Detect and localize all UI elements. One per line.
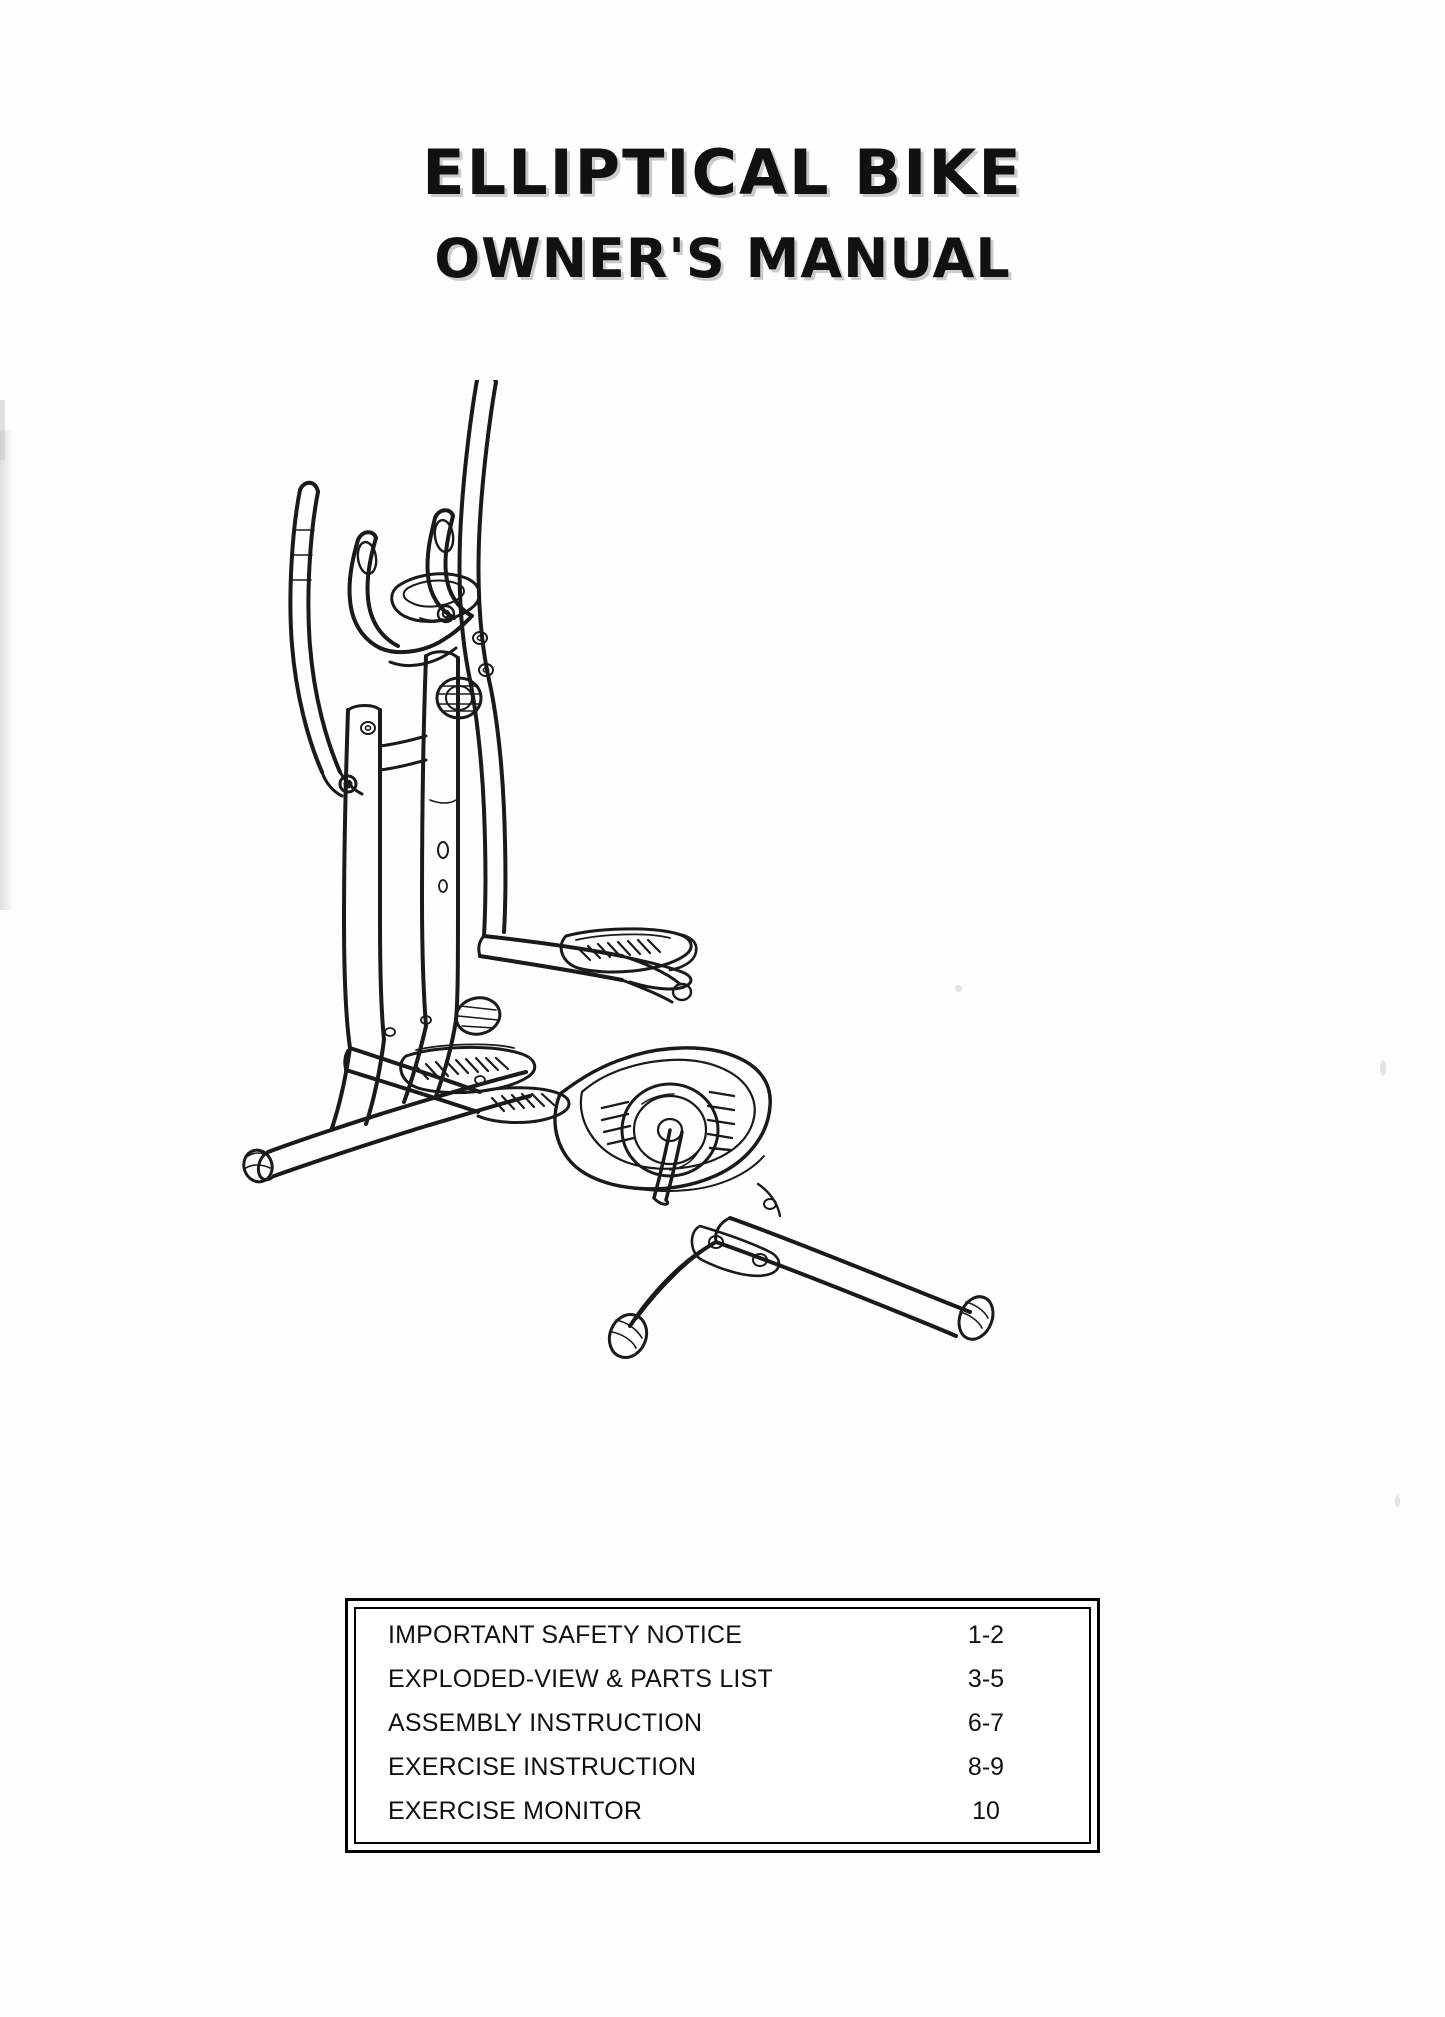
toc-entry-label: EXERCISE INSTRUCTION [388,1753,697,1781]
toc-entry-pages: 8-9 [967,1753,1005,1781]
table-of-contents-inner [354,1607,1091,1844]
scan-speck [1380,1060,1386,1076]
list-item[interactable] [356,1621,1089,1665]
product-illustration [230,380,1180,1380]
toc-entry-label: EXPLODED-VIEW & PARTS LIST [388,1665,773,1693]
list-item[interactable] [356,1753,1089,1797]
toc-entry-label: ASSEMBLY INSTRUCTION [388,1709,703,1737]
page-title: ELLIPTICAL BIKE [422,136,1023,209]
cover-title-block [0,136,1445,291]
toc-entry-pages: 10 [972,1797,1000,1825]
toc-entry-pages: 1-2 [967,1621,1005,1649]
list-item[interactable] [356,1797,1089,1841]
list-item[interactable] [356,1665,1089,1709]
toc-entry-pages: 6-7 [967,1709,1005,1737]
toc-entry-label: EXERCISE MONITOR [388,1797,643,1825]
scan-edge-artifact-secondary [0,400,5,460]
list-item[interactable] [356,1709,1089,1753]
scan-edge-artifact [0,430,14,910]
toc-entry-pages: 3-5 [967,1665,1005,1693]
page-subtitle: OWNER'S MANUAL [434,227,1011,291]
toc-entry-label: IMPORTANT SAFETY NOTICE [388,1621,743,1649]
table-of-contents [345,1598,1100,1853]
scan-speck [1395,1495,1400,1507]
